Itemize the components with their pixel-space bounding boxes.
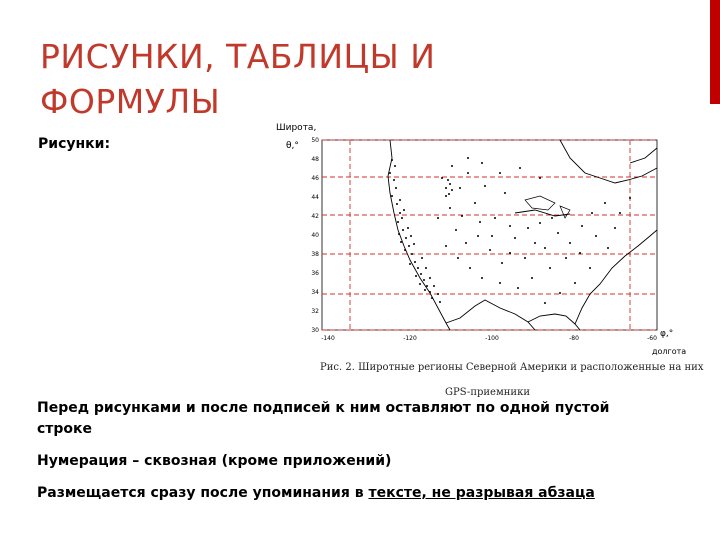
y-tick-40: 40 <box>311 232 319 239</box>
y-tick-42: 42 <box>311 213 319 220</box>
y-tick-30: 30 <box>311 327 319 334</box>
slide-title <box>40 34 600 124</box>
x-axis-label-1: φ,° <box>660 329 674 339</box>
title-line-1: РИСУНКИ, ТАБЛИЦЫ И <box>40 37 436 76</box>
continent-outline <box>388 140 657 330</box>
x-tick-m140: -140 <box>321 335 335 342</box>
title-line-2: ФОРМУЛЫ <box>40 82 221 121</box>
region-grid <box>322 140 657 330</box>
rule-item-1 <box>37 398 657 440</box>
rule-text-1: Перед рисунками и после подписей к ним оставляют по одной пустой строке <box>37 400 610 437</box>
figure-caption-line-1: Рис. 2. Широтные регионы Северной Америки и расположенные на них <box>320 362 704 373</box>
x-tick-m80: -80 <box>569 335 579 342</box>
x-tick-m120: -120 <box>403 335 417 342</box>
y-tick-48: 48 <box>311 156 319 163</box>
x-tick-labels <box>321 335 657 342</box>
accent-bar <box>710 0 720 104</box>
y-tick-labels <box>311 137 319 334</box>
y-tick-32: 32 <box>311 308 319 315</box>
y-tick-46: 46 <box>311 175 319 182</box>
rule-item-2 <box>37 451 657 472</box>
rules-list <box>37 398 657 515</box>
y-axis-label-1: Широта, <box>276 123 317 133</box>
rule-text-2: Нумерация – сквозная (кроме приложений) <box>37 453 392 469</box>
y-tick-38: 38 <box>311 251 319 258</box>
figure-caption-line-2: GPS-приемники <box>445 387 530 398</box>
plot-frame <box>322 140 657 330</box>
map-figure <box>270 118 690 398</box>
rule-link[interactable]: тексте, не разрывая абзаца <box>368 485 595 501</box>
x-tick-m100: -100 <box>485 335 499 342</box>
rule-text-3: Размещается сразу после упоминания в <box>37 485 369 501</box>
y-axis-label-2: θ,° <box>286 141 299 151</box>
rule-item-3 <box>37 483 657 504</box>
y-tick-36: 36 <box>311 270 319 277</box>
y-tick-50: 50 <box>311 137 319 144</box>
y-tick-34: 34 <box>311 289 319 296</box>
x-tick-m60: -60 <box>647 335 657 342</box>
gps-receivers <box>389 157 631 304</box>
x-axis-label-2: долгота <box>652 347 687 356</box>
section-label: Рисунки: <box>38 136 111 152</box>
y-tick-44: 44 <box>311 194 319 201</box>
